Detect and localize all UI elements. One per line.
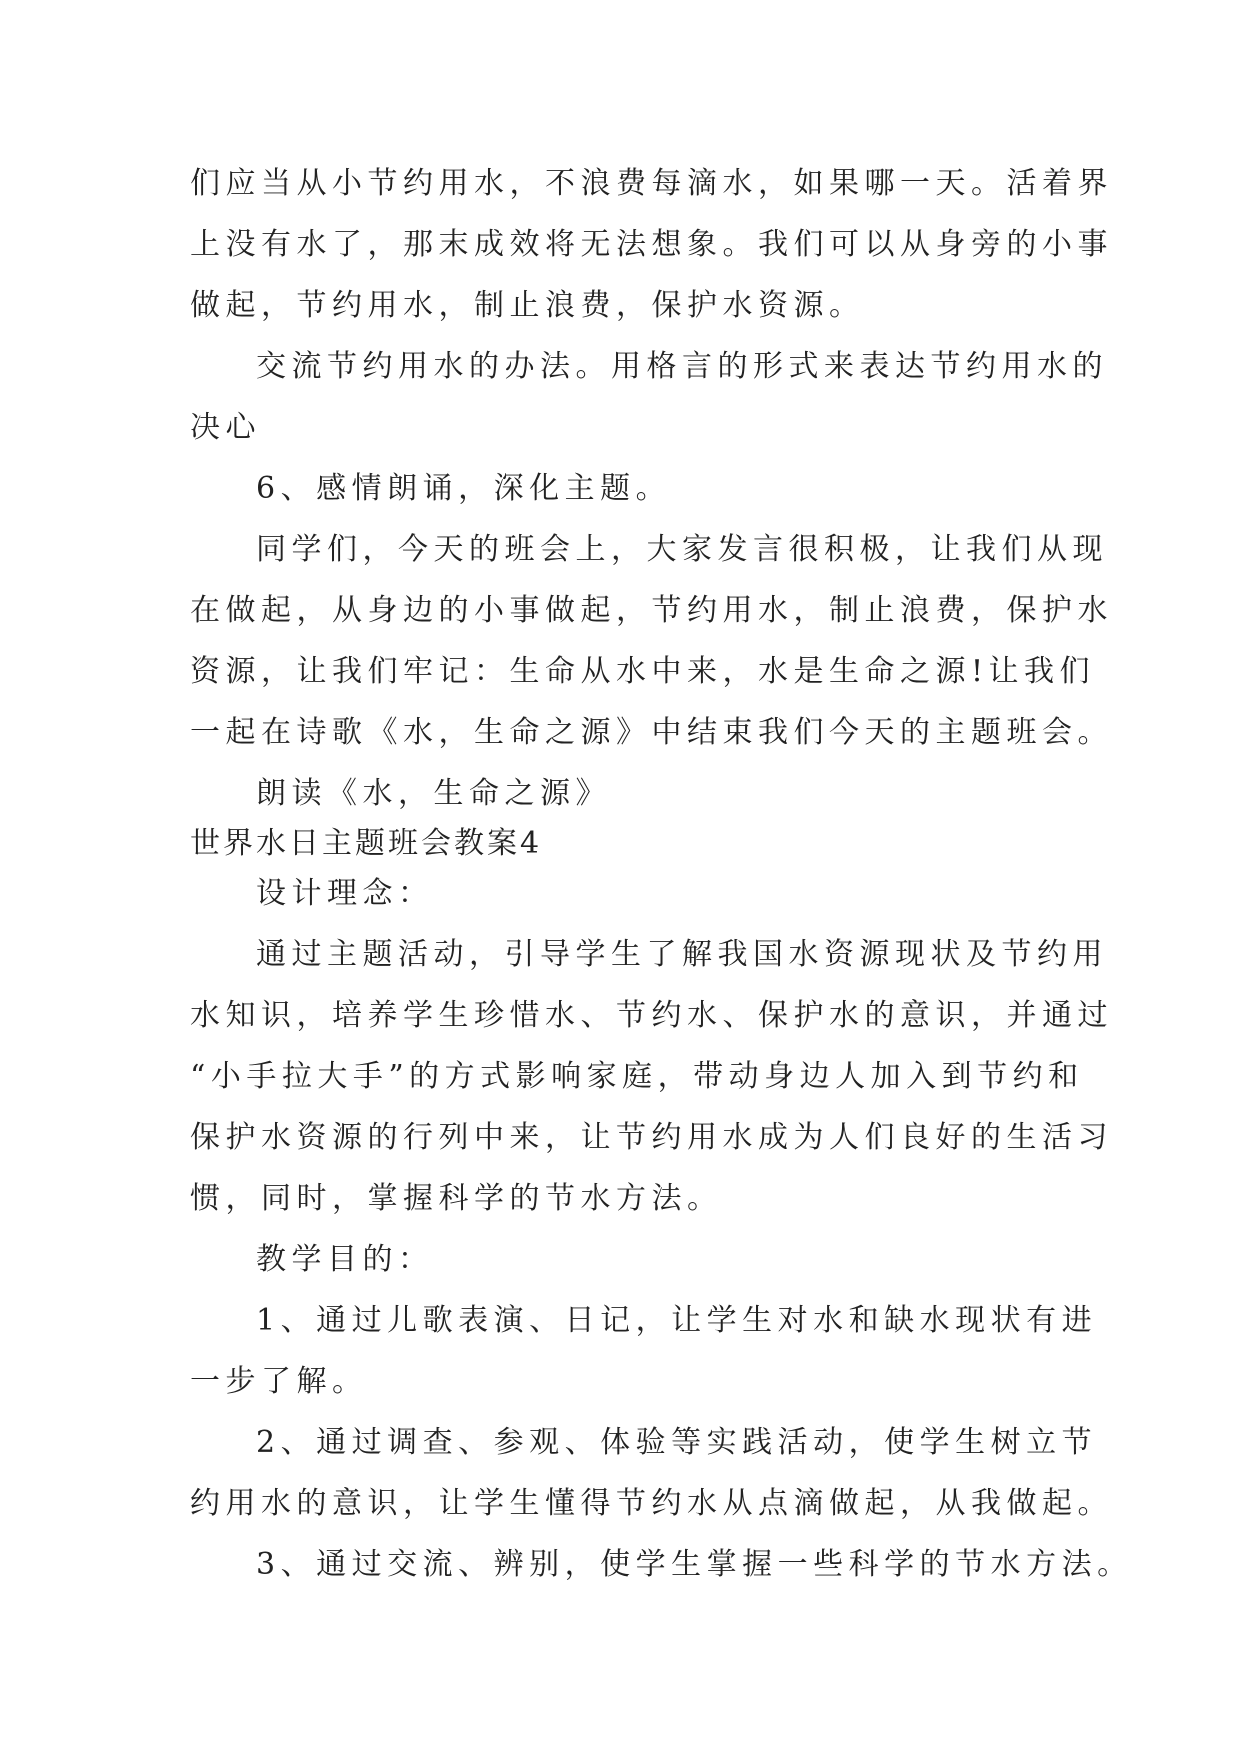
text-line: 在做起，从身边的小事做起，节约用水，制止浪费，保护水 (190, 593, 1113, 628)
text-line: 资源，让我们牢记：生命从水中来，水是生命之源!让我们 (190, 654, 1096, 689)
paragraph-first-line: 通过主题活动，引导学生了解我国水资源现状及节约用 (256, 937, 1108, 972)
paragraph-first-line: 3、通过交流、辨别，使学生掌握一些科学的节水方法。 (256, 1547, 1133, 1582)
text-line: 一步了解。 (190, 1364, 368, 1399)
text-line: 约用水的意识，让学生懂得节约水从点滴做起，从我做起。 (190, 1486, 1113, 1521)
text-line: 上没有水了，那末成效将无法想象。我们可以从身旁的小事 (190, 227, 1113, 262)
text-line: 决心 (190, 410, 261, 445)
section-heading: 世界水日主题班会教案4 (190, 826, 543, 861)
text-line: 做起，节约用水，制止浪费，保护水资源。 (190, 288, 865, 323)
paragraph-first-line: 教学目的： (256, 1242, 434, 1277)
paragraph-first-line: 1、通过儿歌表演、日记，让学生对水和缺水现状有进 (256, 1303, 1098, 1338)
text-line: 惯，同时，掌握科学的节水方法。 (190, 1181, 723, 1216)
text-line: “小手拉大手”的方式影响家庭，带动身边人加入到节约和 (190, 1059, 1084, 1094)
paragraph-first-line: 朗读《水，生命之源》 (256, 776, 611, 811)
text-line: 保护水资源的行列中来，让节约用水成为人们良好的生活习 (190, 1120, 1113, 1155)
text-line: 一起在诗歌《水，生命之源》中结束我们今天的主题班会。 (190, 715, 1113, 750)
paragraph-first-line: 同学们，今天的班会上，大家发言很积极，让我们从现 (256, 532, 1108, 567)
paragraph-first-line: 6、感情朗诵，深化主题。 (256, 471, 672, 506)
text-line: 们应当从小节约用水，不浪费每滴水，如果哪一天。活着界 (190, 166, 1113, 201)
paragraph-first-line: 2、通过调查、参观、体验等实践活动，使学生树立节 (256, 1425, 1098, 1460)
paragraph-first-line: 交流节约用水的办法。用格言的形式来表达节约用水的 (256, 349, 1108, 384)
paragraph-first-line: 设计理念： (256, 876, 434, 911)
text-line: 水知识，培养学生珍惜水、节约水、保护水的意识，并通过 (190, 998, 1113, 1033)
